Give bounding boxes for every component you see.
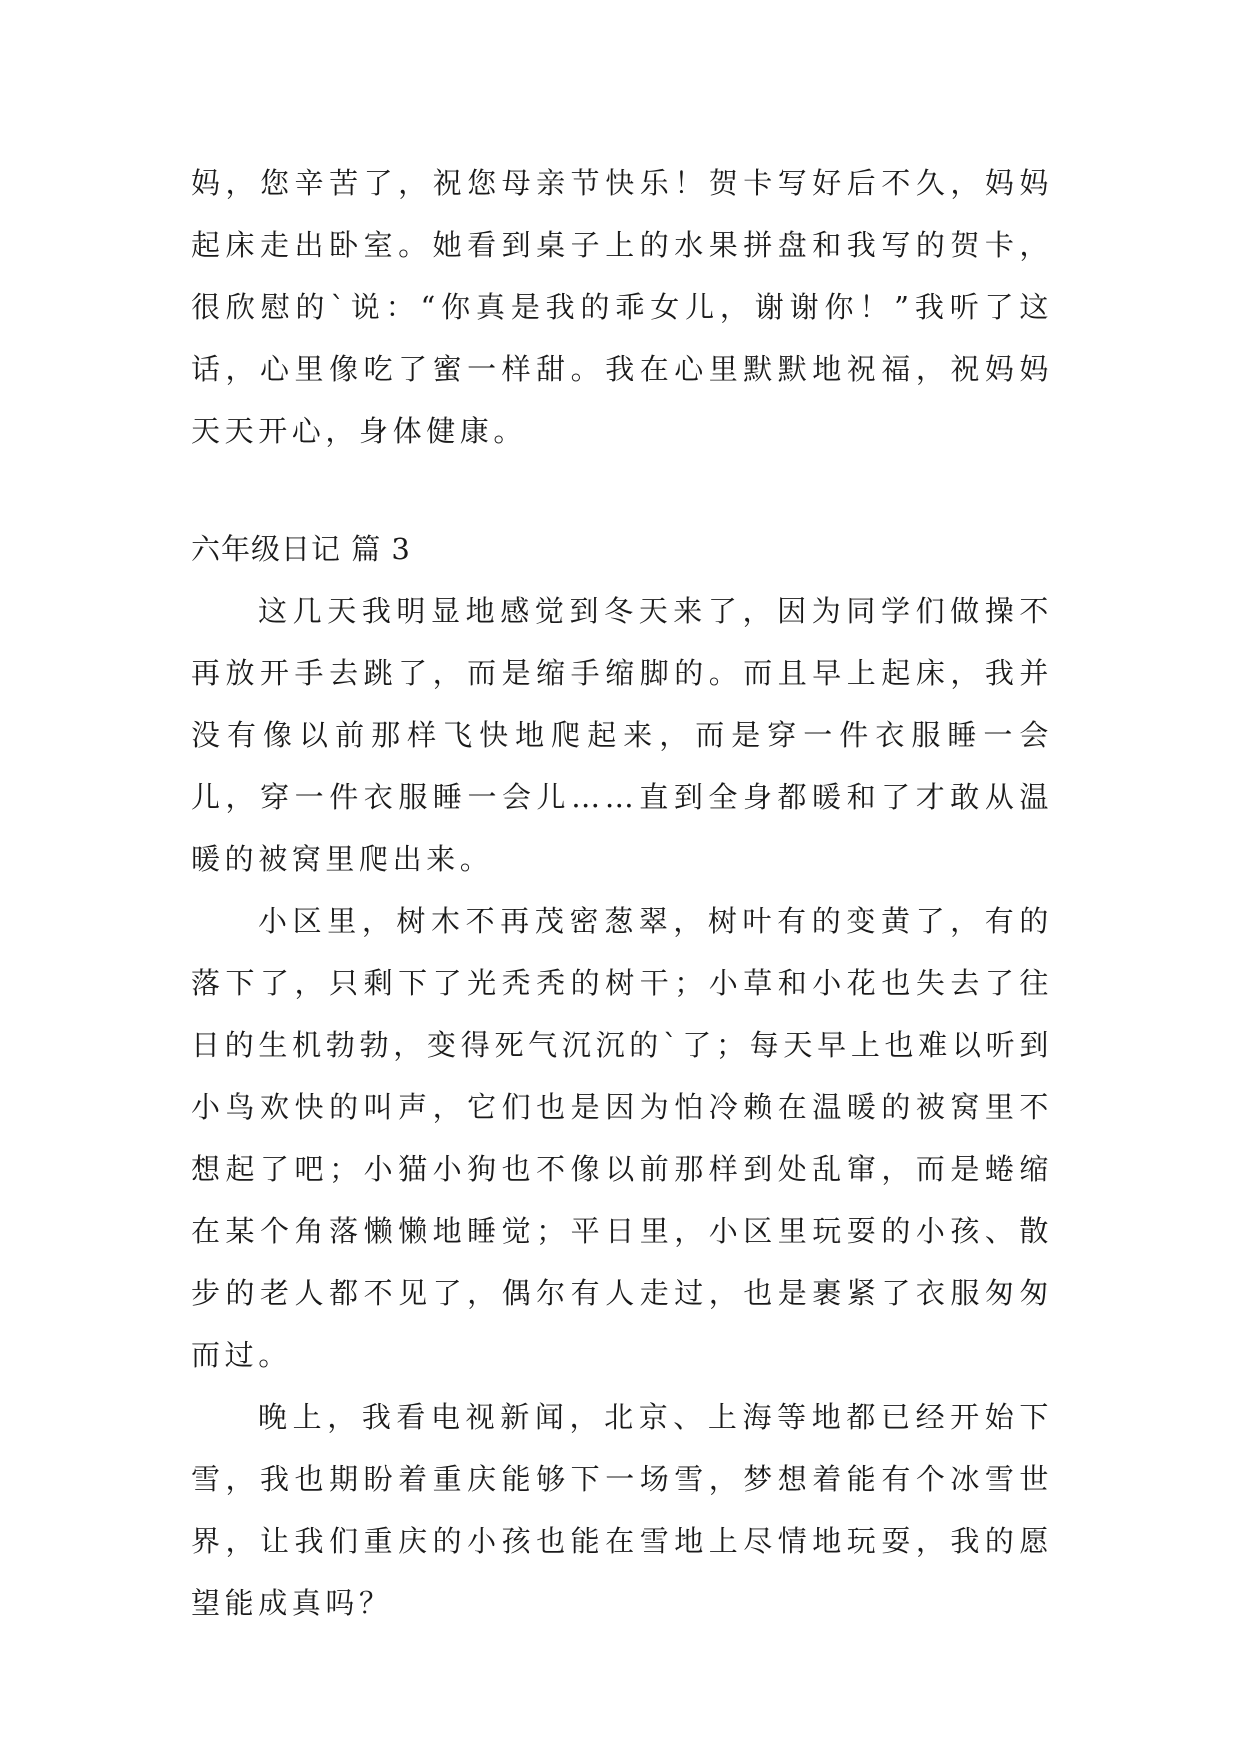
paragraph: 这几天我明显地感觉到冬天来了，因为同学们做操不再放开手去跳了，而是缩手缩脚的。而且早上起床，我并没有像以前那样飞快地爬起来，而是穿一件衣服睡一会儿，穿一件衣服睡一会儿……直到全身都暖和了才敢从温暖的被窝里爬出来。 <box>191 594 1053 876</box>
section-heading: 六年级日记 篇 3 <box>191 532 411 566</box>
paragraph: 小区里，树木不再茂密葱翠，树叶有的变黄了，有的落下了，只剩下了光秃秃的树干；小草和小花也失去了往日的生机勃勃，变得死气沉沉的`了；每天早上也难以听到小鸟欢快的叫声，它们也是因为怕冷赖在温暖的被窝里不想起了吧；小猫小狗也不像以前那样到处乱窜，而是蜷缩在某个角落懒懒地睡觉；平日里，小区里玩耍的小孩、散步的老人都不见了，偶尔有人走过，也是裹紧了衣服匆匆而过。 <box>191 904 1053 1372</box>
paragraph-continued: 妈，您辛苦了，祝您母亲节快乐！贺卡写好后不久，妈妈起床走出卧室。她看到桌子上的水果拼盘和我写的贺卡，很欣慰的`说：“你真是我的乖女儿，谢谢你！”我听了这话，心里像吃了蜜一样甜。我在心里默默地祝福，祝妈妈天天开心，身体健康。 <box>191 166 1053 448</box>
paragraph: 晚上，我看电视新闻，北京、上海等地都已经开始下雪，我也期盼着重庆能够下一场雪，梦想着能有个冰雪世界，让我们重庆的小孩也能在雪地上尽情地玩耍，我的愿望能成真吗？ <box>191 1400 1053 1620</box>
document-body <box>191 152 1053 1634</box>
